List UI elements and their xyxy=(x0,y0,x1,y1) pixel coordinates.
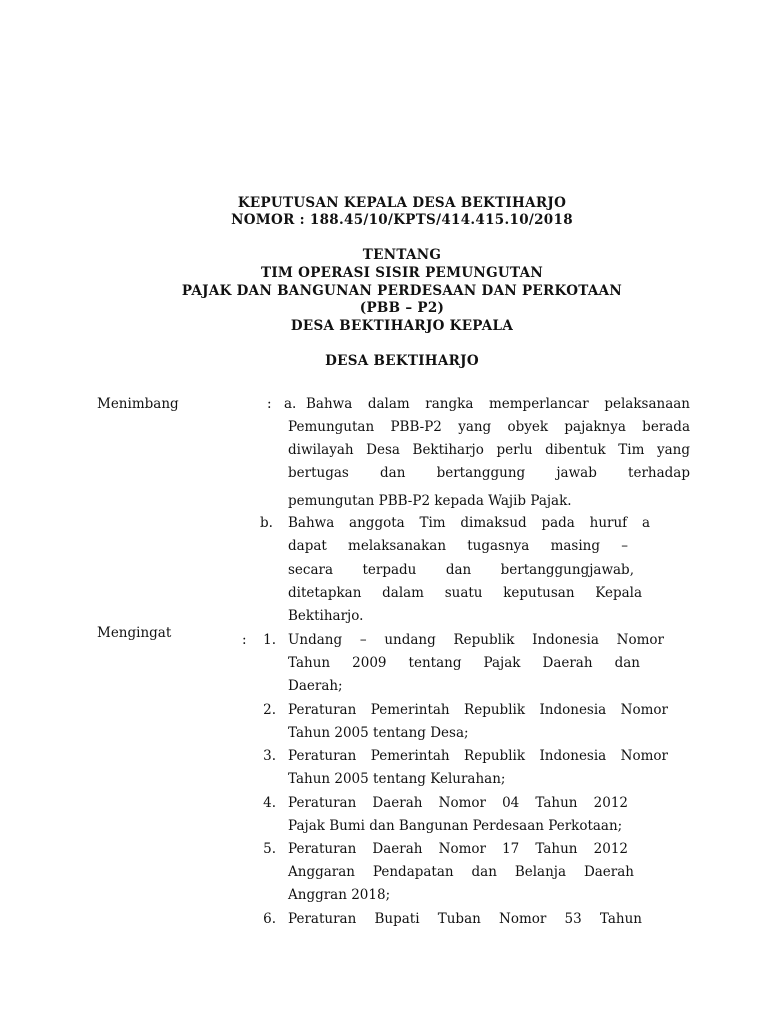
mengingat-item-line: Tahun 2005 tentang Desa; xyxy=(288,725,469,741)
mengingat-item-line: Anggaran Pendapatan dan Belanja Daerah xyxy=(288,864,634,880)
menimbang-a-line: bertugas dan bertanggung jawab terhadap xyxy=(288,465,690,481)
menimbang-a-line: Pemungutan PBB-P2 yang obyek pajaknya berada xyxy=(288,419,690,435)
mengingat-item-number: 5. xyxy=(263,841,276,857)
menimbang-label: Menimbang xyxy=(97,396,179,412)
menimbang-b-line: secara terpadu dan bertanggungjawab, xyxy=(288,562,634,578)
mengingat-colon: : xyxy=(242,632,247,648)
mengingat-item-line: Pajak Bumi dan Bangunan Perdesaan Perkotaan; xyxy=(288,818,623,834)
mengingat-item-line: Daerah; xyxy=(288,678,343,694)
decree-subject-line1: TIM OPERASI SISIR PEMUNGUTAN xyxy=(260,265,544,281)
mengingat-item-line: Tahun 2009 tentang Pajak Daerah dan xyxy=(288,655,640,671)
mengingat-item-line: Peraturan Daerah Nomor 04 Tahun 2012 xyxy=(288,795,628,811)
mengingat-item-number: 4. xyxy=(263,795,276,811)
mengingat-item-line: Peraturan Daerah Nomor 17 Tahun 2012 xyxy=(288,841,628,857)
menimbang-a-line: Bahwa dalam rangka memperlancar pelaksanaan xyxy=(306,396,690,412)
mengingat-item-line: Peraturan Bupati Tuban Nomor 53 Tahun xyxy=(288,911,642,927)
decree-about: TENTANG xyxy=(362,247,442,263)
menimbang-a-line: diwilayah Desa Bektiharjo perlu dibentuk Tim yang xyxy=(288,442,690,458)
menimbang-b-line: Bektiharjo. xyxy=(288,608,364,624)
mengingat-item-line: Peraturan Pemerintah Republik Indonesia Nomor xyxy=(288,748,668,764)
menimbang-b-line: dapat melaksanakan tugasnya masing – xyxy=(288,538,628,554)
mengingat-item-number: 2. xyxy=(263,702,276,718)
decree-village: DESA BEKTIHARJO xyxy=(325,353,479,369)
decree-number: NOMOR : 188.45/10/KPTS/414.415.10/2018 xyxy=(231,212,573,228)
decree-subject-line4: DESA BEKTIHARJO KEPALA xyxy=(290,318,514,334)
mengingat-label: Mengingat xyxy=(97,625,172,641)
menimbang-b-marker: b. xyxy=(260,515,273,531)
mengingat-item-line: Peraturan Pemerintah Republik Indonesia Nomor xyxy=(288,702,668,718)
mengingat-item-number: 3. xyxy=(263,748,276,764)
decree-subject-line3: (PBB – P2) xyxy=(359,300,445,316)
menimbang-a-line: pemungutan PBB-P2 kepada Wajib Pajak. xyxy=(288,493,572,509)
menimbang-a-marker: a. xyxy=(284,396,297,412)
decree-title: KEPUTUSAN KEPALA DESA BEKTIHARJO xyxy=(237,195,567,211)
mengingat-item-line: Tahun 2005 tentang Kelurahan; xyxy=(288,771,506,787)
menimbang-b-line: Bahwa anggota Tim dimaksud pada huruf a xyxy=(288,515,650,531)
menimbang-colon: : xyxy=(267,396,272,412)
mengingat-item-number: 6. xyxy=(263,911,276,927)
mengingat-item-line: Anggran 2018; xyxy=(288,887,391,903)
mengingat-item-line: Undang – undang Republik Indonesia Nomor xyxy=(288,632,664,648)
mengingat-item-number: 1. xyxy=(263,632,276,648)
menimbang-b-line: ditetapkan dalam suatu keputusan Kepala xyxy=(288,585,642,601)
decree-subject-line2: PAJAK DAN BANGUNAN PERDESAAN DAN PERKOTAAN xyxy=(181,283,623,299)
